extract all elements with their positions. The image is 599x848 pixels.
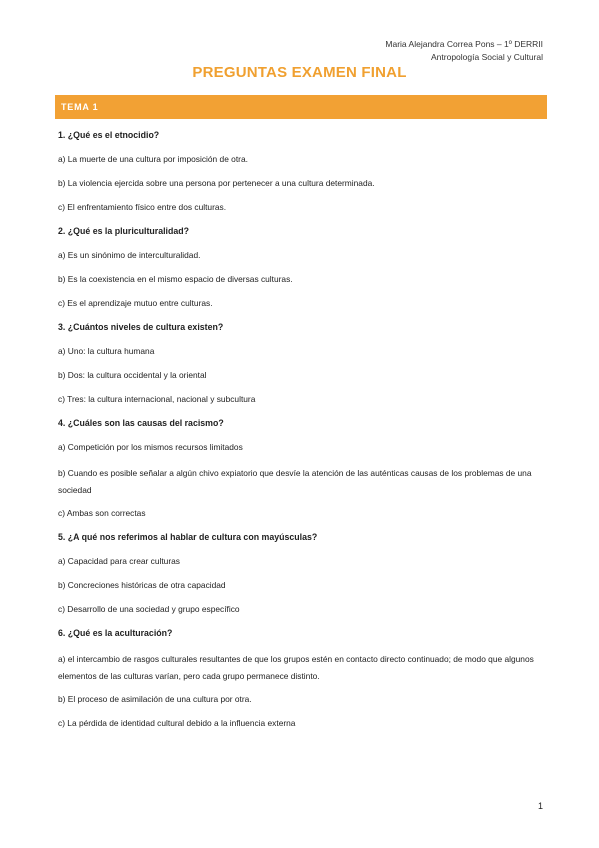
answer-option: c) El enfrentamiento físico entre dos culturas. (58, 202, 227, 212)
answer-option: b) Concreciones históricas de otra capacidad (58, 580, 226, 590)
answer-option: b) Dos: la cultura occidental y la oriental (58, 370, 207, 380)
subject-line: Antropología Social y Cultural (431, 52, 543, 62)
question-text: 5. ¿A qué nos referimos al hablar de cultura con mayúsculas? (58, 532, 318, 542)
question-block (58, 321, 547, 417)
author-line: Maria Alejandra Correa Pons – 1º DERRII (385, 39, 543, 49)
question-block (58, 417, 547, 531)
question-list (58, 129, 547, 741)
question-block (58, 531, 547, 627)
answer-option: c) Es el aprendizaje mutuo entre culturas. (58, 298, 213, 308)
question-text: 1. ¿Qué es el etnocidio? (58, 130, 160, 140)
answer-option: c) La pérdida de identidad cultural debido a la influencia externa (58, 718, 296, 728)
question-block (58, 225, 547, 321)
answer-option: b) El proceso de asimilación de una cultura por otra. (58, 694, 252, 704)
question-text: 2. ¿Qué es la pluriculturalidad? (58, 226, 190, 236)
answer-option: a) Uno: la cultura humana (58, 346, 155, 356)
question-block (58, 627, 547, 741)
document-header (385, 38, 543, 64)
question-text: 3. ¿Cuántos niveles de cultura existen? (58, 322, 224, 332)
answer-option: b) La violencia ejercida sobre una persona por pertenecer a una cultura determinada. (58, 178, 375, 188)
topic-banner: TEMA 1 (55, 95, 547, 119)
answer-option: c) Ambas son correctas (58, 508, 146, 518)
answer-option: a) Competición por los mismos recursos limitados (58, 442, 243, 452)
question-block (58, 129, 547, 225)
answer-option: a) La muerte de una cultura por imposición de otra. (58, 154, 248, 164)
question-text: 6. ¿Qué es la aculturación? (58, 628, 173, 638)
page-number: 1 (537, 801, 543, 811)
answer-option: a) Es un sinónimo de interculturalidad. (58, 250, 201, 260)
answer-option: a) el intercambio de rasgos culturales resultantes de que los grupos estén en contacto directo continuado; de modo que algunos elementos de las culturas varían, pero cada grupo permanece distinto. (58, 654, 534, 681)
answer-option: a) Capacidad para crear culturas (58, 556, 180, 566)
answer-option: c) Tres: la cultura internacional, nacional y subcultura (58, 394, 256, 404)
question-text: 4. ¿Cuáles son las causas del racismo? (58, 418, 224, 428)
answer-option: c) Desarrollo de una sociedad y grupo específico (58, 604, 240, 614)
page-title: PREGUNTAS EXAMEN FINAL (192, 64, 407, 81)
answer-option: b) Es la coexistencia en el mismo espacio de diversas culturas. (58, 274, 293, 284)
answer-option: b) Cuando es posible señalar a algún chivo expiatorio que desvíe la atención de las auténticas causas de los problemas de una sociedad (58, 468, 532, 495)
